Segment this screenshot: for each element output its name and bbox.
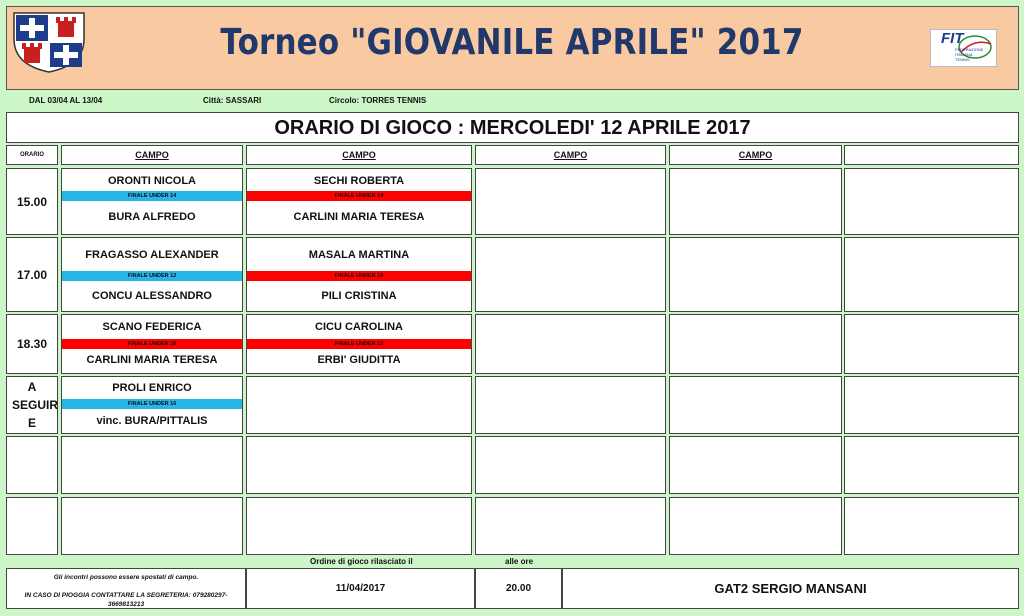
player-one: ORONTI NICOLA: [108, 175, 196, 187]
match-cell: [475, 314, 666, 374]
player-two: CONCU ALESSANDRO: [92, 290, 212, 302]
court-column-label: CAMPO: [553, 150, 588, 160]
page-title: Torneo "GIOVANILE APRILE" 2017: [220, 22, 804, 63]
match-cell: [61, 436, 243, 494]
match-cell: [61, 168, 243, 235]
court-column-label: CAMPO: [342, 150, 376, 160]
time-slot: [6, 237, 58, 312]
category-band: FINALE UNDER 16: [62, 339, 242, 349]
match-cell: [246, 376, 472, 434]
match-cell: [61, 314, 243, 374]
note-text: Gli incontri possono essere spostati di campo.: [53, 574, 199, 581]
release-time: 20.00: [475, 568, 562, 609]
match-cell: [61, 497, 243, 555]
match-cell: [475, 436, 666, 494]
player-one: SCANO FEDERICA: [102, 321, 202, 333]
court-column-label: CAMPO: [135, 150, 169, 160]
fit-logo: [930, 29, 997, 67]
match-cell: [844, 497, 1019, 555]
release-caption: Ordine di gioco rilasciato il: [310, 557, 413, 566]
match-cell: [669, 314, 842, 374]
logo-text: FIT: [941, 30, 964, 47]
release-time-caption: alle ore: [505, 557, 534, 566]
court-column-header: [844, 145, 1019, 165]
match-cell: [844, 168, 1019, 235]
match-cell: [246, 436, 472, 494]
match-cell: [844, 436, 1019, 494]
time-slot: [6, 168, 58, 235]
schedule-title: ORARIO DI GIOCO : MERCOLEDI' 12 APRILE 2017: [6, 112, 1019, 143]
footer-notes: [6, 568, 246, 609]
player-one: PROLI ENRICO: [112, 382, 192, 394]
player-two: CARLINI MARIA TERESA: [86, 354, 218, 366]
court-column-header: [61, 145, 243, 165]
match-cell: [475, 376, 666, 434]
player-two: PILI CRISTINA: [321, 290, 397, 302]
player-two: CARLINI MARIA TERESA: [293, 211, 425, 223]
time-slot: [6, 376, 58, 434]
time-slot: [6, 314, 58, 374]
time-slot-label: 15.00: [16, 194, 48, 209]
player-two: vinc. BURA/PITTALIS: [96, 415, 208, 427]
logo-subtext: FEDERAZIONE ITALIANA TENNIS: [955, 47, 984, 62]
match-cell: [669, 237, 842, 312]
category-band: FINALE UNDER 12: [247, 339, 471, 349]
match-cell: [61, 376, 243, 434]
match-cell: [844, 314, 1019, 374]
match-cell: [475, 168, 666, 235]
match-cell: [669, 497, 842, 555]
match-cell: [246, 314, 472, 374]
category-band: FINALE UNDER 12: [62, 271, 242, 281]
player-one: SECHI ROBERTA: [313, 175, 405, 187]
tournament-city: Città: SASSARI: [203, 96, 262, 105]
rain-note-text: IN CASO DI PIOGGIA CONTATTARE LA SEGRETERIA: 079280297-3669813213: [24, 592, 228, 608]
player-one: CICU CAROLINA: [315, 321, 403, 333]
category-band: FINALE UNDER 16: [62, 399, 242, 409]
match-cell: [475, 237, 666, 312]
match-cell: [246, 237, 472, 312]
category-band: FINALE UNDER 14: [62, 191, 242, 201]
match-cell: [669, 376, 842, 434]
tournament-dates: DAL 03/04 AL 13/04: [29, 96, 103, 105]
time-slot-label: 18.30: [16, 337, 48, 351]
match-cell: [246, 168, 472, 235]
category-band: FINALE UNDER 14: [247, 191, 471, 201]
match-cell: [844, 237, 1019, 312]
player-one: MASALA MARTINA: [308, 249, 410, 261]
player-two: BURA ALFREDO: [108, 211, 196, 223]
time-slot: [6, 436, 58, 494]
match-cell: [246, 497, 472, 555]
court-column-header: [475, 145, 666, 165]
time-slot-label: 17.00: [16, 267, 48, 282]
time-slot-label: A SEGUIR E: [12, 380, 59, 430]
referee-name: GAT2 SERGIO MANSANI: [562, 568, 1019, 609]
match-cell: [475, 497, 666, 555]
match-cell: [844, 376, 1019, 434]
court-column-header: [669, 145, 842, 165]
player-one: FRAGASSO ALEXANDER: [85, 249, 219, 261]
match-cell: [669, 436, 842, 494]
time-slot: [6, 497, 58, 555]
tournament-club: Circolo: TORRES TENNIS: [329, 96, 427, 105]
category-band: FINALE UNDER 10: [247, 271, 471, 281]
court-column-header: [246, 145, 472, 165]
match-cell: [61, 237, 243, 312]
release-date: 11/04/2017: [246, 568, 475, 609]
time-column-label: ORARIO: [20, 152, 44, 158]
player-two: ERBI' GIUDITTA: [317, 354, 401, 366]
match-cell: [669, 168, 842, 235]
time-column-header: [6, 145, 58, 165]
court-column-label: CAMPO: [738, 150, 773, 160]
